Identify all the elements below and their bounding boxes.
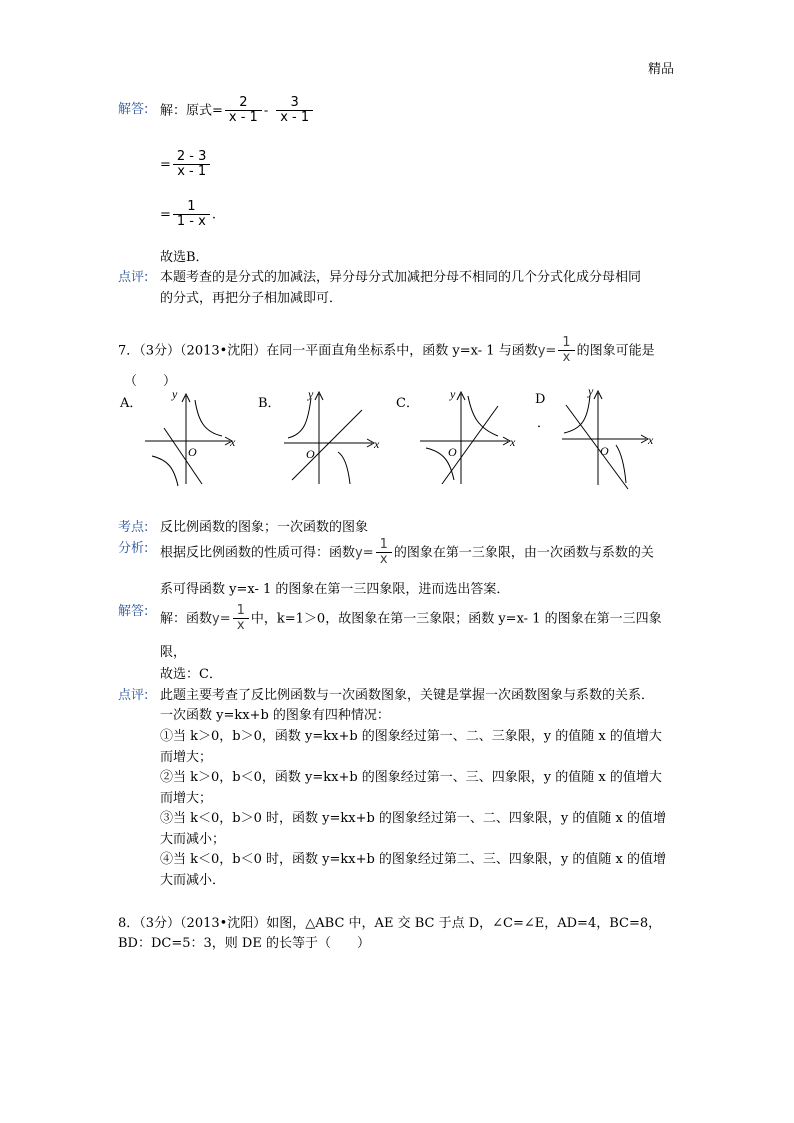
answer-label: 解答:: [118, 102, 149, 117]
answer-paren: （ ）: [124, 374, 177, 389]
choice-text: 故选：C．: [160, 667, 222, 682]
y-axis-label: y: [450, 388, 456, 401]
fraction: $\frac{2 - 3}{x - 1}$: [173, 150, 211, 180]
comment-line: ③当 k＜0，b＞0 时，函数 y=kx+b 的图象经过第一、二、四象限，y 的值随 x 的值增: [160, 811, 667, 826]
step-prefix: 解：原式=: [160, 103, 223, 119]
fenxi-label: 分析:: [118, 541, 149, 556]
option-d-graph: [556, 385, 666, 493]
question-8-line-1: 8．（3分）（2013•沈阳）如图，△ABC 中，AE 交 BC 于点 D，∠C=∠E，AD=4，BC=8，: [118, 916, 662, 931]
fenxi-line-1: 根据反比例函数的性质可得：函数y= $\frac{1}{x}$ 的图象在第一三象限，由一次函数与系数的关: [160, 537, 654, 568]
answer-label: 解答:: [118, 604, 149, 619]
solution-step-2: = $\frac{2 - 3}{x - 1}$: [160, 150, 212, 180]
comment-line: 而增大；: [160, 791, 213, 806]
jieda-line-1: 解：函数y= $\frac{1}{x}$ 中，k=1＞0，故图象在第一三象限；函数 y=x- 1 的图象在第一三四象: [160, 603, 662, 634]
fraction: $\frac{1}{x}$: [233, 604, 249, 634]
comment-label: 点评:: [118, 270, 149, 285]
option-a-graph: [140, 388, 240, 488]
x-axis-label: x: [374, 437, 380, 451]
origin-label: O: [188, 445, 197, 459]
option-d-letter: D: [535, 392, 546, 407]
comment-line: 本题考查的是分式的加减法，异分母分式加减把分母不相同的几个分式化成分母相同: [160, 270, 642, 285]
fraction: $\frac{2}{x - 1}$: [225, 96, 262, 126]
solution-step-1: [160, 96, 315, 126]
y-axis-label: y: [588, 385, 594, 398]
question-8-line-2: BD：DC=5：3，则 DE 的长等于（ ）: [118, 936, 370, 951]
option-d-dot: ．: [537, 416, 551, 431]
choice-text: 故选B．: [160, 250, 209, 265]
x-axis-label: x: [230, 435, 236, 449]
origin-label: O: [448, 445, 457, 459]
fraction: $\frac{1}{x}$: [558, 336, 574, 366]
comment-line: ②当 k＞0，b＜0，函数 y=kx+b 的图象经过第一、三、四象限，y 的值随 x 的值增大: [160, 770, 662, 785]
comment-line: 的分式，再把分子相加减即可．: [160, 291, 343, 306]
y-axis-label: y: [308, 388, 314, 401]
comment-line: 而增大；: [160, 750, 213, 765]
x-axis-label: x: [648, 433, 654, 447]
comment-line: 大而减小．: [160, 873, 226, 888]
kaodian-label: 考点:: [118, 520, 149, 535]
page-header-label: 精品: [648, 62, 675, 77]
comment-line: ①当 k＞0，b＞0，函数 y=kx+b 的图象经过第一、二、三象限，y 的值随 x 的值增大: [160, 729, 662, 744]
option-c-graph: [416, 388, 526, 488]
minus-sign: -: [263, 103, 269, 119]
x-axis-label: x: [510, 435, 516, 449]
option-c-letter: C．: [396, 396, 419, 411]
option-b-letter: B．: [258, 396, 281, 411]
option-a-letter: A．: [120, 396, 143, 411]
origin-label: O: [600, 444, 609, 458]
fraction: $\frac{1}{1 - x}$: [173, 200, 210, 230]
comment-label: 点评:: [118, 688, 149, 703]
fraction: $\frac{1}{x}$: [376, 538, 392, 568]
question-7-stem: 7．（3分）（2013•沈阳）在同一平面直角坐标系中，函数 y=x- 1 与函数y= $\frac{1}{x}$ 的图象可能是: [118, 335, 655, 366]
comment-line: 一次函数 y=kx+b 的图象有四种情况：: [160, 708, 390, 723]
comment-line: ④当 k＜0，b＜0 时，函数 y=kx+b 的图象经过第二、三、四象限，y 的值随 x 的值增: [160, 852, 667, 867]
solution-step-3: = $\frac{1}{1 - x}$ .: [160, 199, 216, 230]
jieda-line-2: 限，: [160, 645, 187, 660]
comment-line: 此题主要考查了反比例函数与一次函数图象，关键是掌握一次函数图象与系数的关系．: [160, 688, 655, 703]
origin-label: O: [306, 447, 315, 461]
fenxi-line-2: 系可得函数 y=x- 1 的图象在第一三四象限，进而选出答案．: [160, 582, 510, 597]
comment-line: 大而减小；: [160, 832, 226, 847]
y-axis-label: y: [172, 388, 178, 401]
fraction: $\frac{3}{x - 1}$: [276, 96, 313, 126]
kaodian-text: 反比例函数的图象；一次函数的图象: [160, 520, 369, 535]
option-b-graph: [278, 388, 388, 488]
